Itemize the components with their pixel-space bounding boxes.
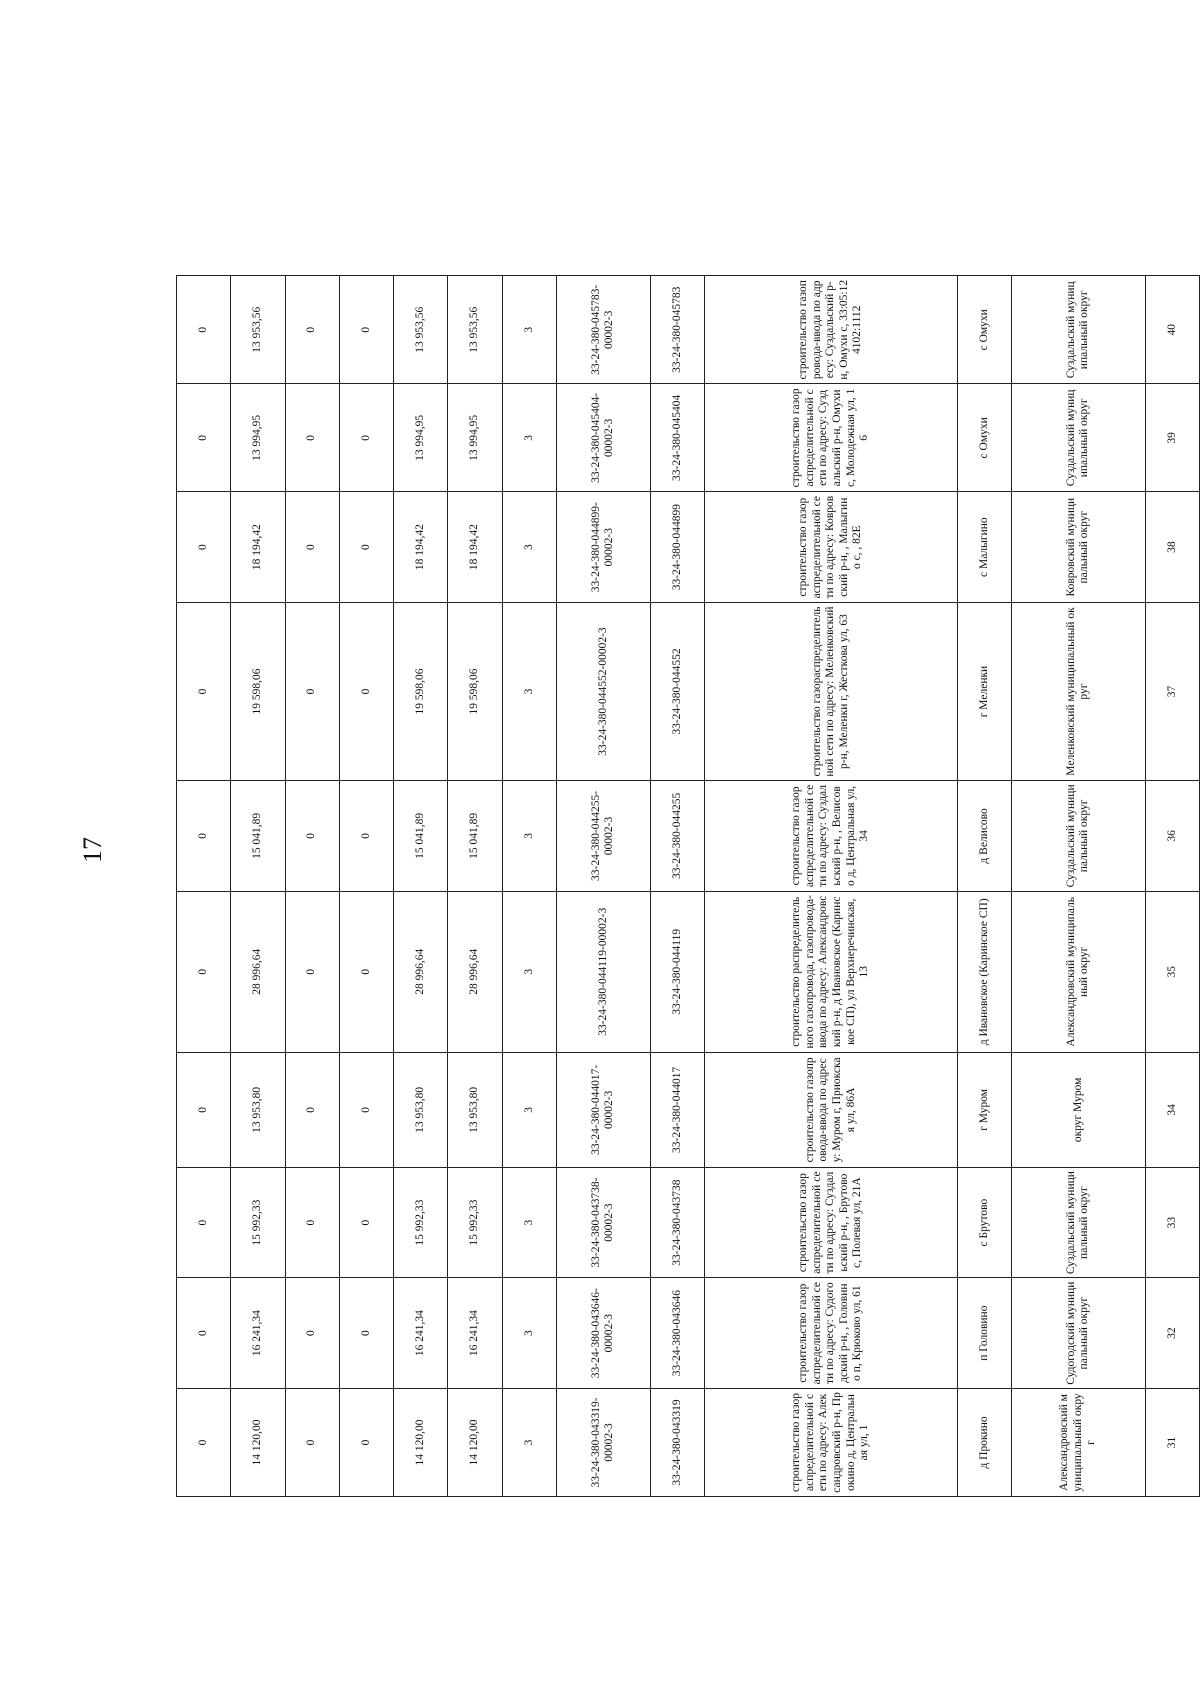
cell-v1: 15 041,89 bbox=[448, 781, 502, 892]
cell-v1: 13 994,95 bbox=[448, 384, 502, 492]
cell-description: строительство газораспределительной сети по адресу: Ковровский р-н, , Малыгино с, , 82Е bbox=[705, 492, 958, 603]
cell-full_code: 33-24-380-044255-00002-3 bbox=[556, 781, 650, 892]
cell-v5: 28 996,64 bbox=[231, 891, 285, 1052]
cell-v5: 13 953,80 bbox=[231, 1052, 285, 1167]
cell-category: 3 bbox=[502, 602, 556, 780]
cell-no: 39 bbox=[1145, 384, 1199, 492]
cell-no: 36 bbox=[1145, 781, 1199, 892]
cell-code: 33-24-380-044255 bbox=[650, 781, 704, 892]
cell-v1: 18 194,42 bbox=[448, 492, 502, 603]
cell-description: строительство газораспределительной сети по адресу: Суздальский р-н, , Велисово д, Центральная ул, 34 bbox=[705, 781, 958, 892]
data-table bbox=[176, 97, 1200, 1497]
cell-v3: 0 bbox=[339, 1167, 393, 1278]
cell-category: 3 bbox=[502, 1167, 556, 1278]
cell-no: 31 bbox=[1145, 1388, 1199, 1496]
cell-v3: 0 bbox=[339, 276, 393, 384]
cell-full_code: 33-24-380-043738-00002-3 bbox=[556, 1167, 650, 1278]
cell-category: 3 bbox=[502, 492, 556, 603]
cell-locality: с Омухи bbox=[957, 384, 1011, 492]
table-row bbox=[339, 98, 393, 1497]
cell-category: 3 bbox=[502, 1278, 556, 1389]
table-row bbox=[285, 98, 339, 1497]
cell-v2: 28 996,64 bbox=[394, 891, 448, 1052]
table-row bbox=[957, 98, 1011, 1497]
cell-v4: 0 bbox=[285, 602, 339, 780]
cell-v3: 0 bbox=[339, 891, 393, 1052]
cell-locality: с Омухи bbox=[957, 276, 1011, 384]
cell-district: Меленковский муниципальный округ bbox=[1012, 602, 1146, 780]
cell-v5: 15 041,89 bbox=[231, 781, 285, 892]
cell-description: строительство газопровода-ввода по адресу: Суздальский р-н, Омухи с, 33:05:124102:1112 bbox=[705, 276, 958, 384]
cell-v6: 0 bbox=[177, 276, 231, 384]
cell-v6: 0 bbox=[177, 1052, 231, 1167]
cell-code: 33-24-380-044119 bbox=[650, 891, 704, 1052]
cell-code: 33-24-380-043646 bbox=[650, 1278, 704, 1389]
cell-v6: 0 bbox=[177, 1388, 231, 1496]
table-row bbox=[177, 98, 231, 1497]
cell-v5: 18 194,42 bbox=[231, 492, 285, 603]
cell-locality: г Меленки bbox=[957, 602, 1011, 780]
cell-v2: 15 992,33 bbox=[394, 1167, 448, 1278]
cell-v4: 0 bbox=[285, 492, 339, 603]
cell-full_code: 33-24-380-043319-00002-3 bbox=[556, 1388, 650, 1496]
cell-v4: 0 bbox=[285, 1052, 339, 1167]
cell-v3: 0 bbox=[339, 602, 393, 780]
cell-v4: 0 bbox=[285, 1167, 339, 1278]
cell-full_code: 33-24-380-044017-00002-3 bbox=[556, 1052, 650, 1167]
cell-code: 33-24-380-043738 bbox=[650, 1167, 704, 1278]
cell-locality: д Велисово bbox=[957, 781, 1011, 892]
cell-district: Александровский муниципальный округ bbox=[1012, 1388, 1146, 1496]
cell-v4: 0 bbox=[285, 276, 339, 384]
cell-v1: 13 953,56 bbox=[448, 276, 502, 384]
cell-v4: 0 bbox=[285, 1278, 339, 1389]
cell-code: 33-24-380-044552 bbox=[650, 602, 704, 780]
cell-description: строительство газораспределительной сети по адресу: Меленковский р-н, Меленки г, Жесткова ул, 63 bbox=[705, 602, 958, 780]
cell-description: строительство газораспределительной сети по адресу: Суздальский р-н, , Брутово с, Полевая ул, 21А bbox=[705, 1167, 958, 1278]
cell-v2: 16 241,34 bbox=[394, 1278, 448, 1389]
cell-v6: 0 bbox=[177, 492, 231, 603]
cell-v3: 0 bbox=[339, 781, 393, 892]
table-row bbox=[705, 98, 958, 1497]
cell-district: Александровский муниципальный округ bbox=[1012, 891, 1146, 1052]
cell-code: 33-24-380-043319 bbox=[650, 1388, 704, 1496]
cell-no: 32 bbox=[1145, 1278, 1199, 1389]
table-body bbox=[177, 98, 1200, 1497]
cell-v1: 28 996,64 bbox=[448, 891, 502, 1052]
cell-locality: с Брутово bbox=[957, 1167, 1011, 1278]
cell-v5: 13 994,95 bbox=[231, 384, 285, 492]
cell-v1: 16 241,34 bbox=[448, 1278, 502, 1389]
cell-v5: 19 598,06 bbox=[231, 602, 285, 780]
cell-v3: 0 bbox=[339, 1388, 393, 1496]
cell-category: 3 bbox=[502, 1052, 556, 1167]
cell-v3: 0 bbox=[339, 492, 393, 603]
cell-v3: 0 bbox=[339, 1278, 393, 1389]
cell-v1: 15 992,33 bbox=[448, 1167, 502, 1278]
cell-code: 33-24-380-044017 bbox=[650, 1052, 704, 1167]
cell-district: Суздальский муниципальный округ bbox=[1012, 781, 1146, 892]
cell-v2: 15 041,89 bbox=[394, 781, 448, 892]
cell-v6: 0 bbox=[177, 781, 231, 892]
cell-category: 3 bbox=[502, 276, 556, 384]
cell-full_code: 33-24-380-043646-00002-3 bbox=[556, 1278, 650, 1389]
table-row bbox=[650, 98, 704, 1497]
cell-v3: 0 bbox=[339, 384, 393, 492]
cell-v4: 0 bbox=[285, 384, 339, 492]
cell-locality: д Ивановское (Каринское СП) bbox=[957, 891, 1011, 1052]
cell-code: 33-24-380-044899 bbox=[650, 492, 704, 603]
cell-v6: 0 bbox=[177, 602, 231, 780]
cell-full_code: 33-24-380-044552-00002-3 bbox=[556, 602, 650, 780]
cell-description: строительство газораспределительной сети по адресу: Судогодский р-н, , Головино п, Крюково ул, 61 bbox=[705, 1278, 958, 1389]
cell-description: строительство газопровода-ввода по адресу: Муром г, Приокская ул, 86А bbox=[705, 1052, 958, 1167]
table-row bbox=[556, 98, 650, 1497]
cell-v2: 18 194,42 bbox=[394, 492, 448, 603]
cell-code: 33-24-380-045404 bbox=[650, 384, 704, 492]
cell-full_code: 33-24-380-045783-00002-3 bbox=[556, 276, 650, 384]
cell-category: 3 bbox=[502, 384, 556, 492]
cell-v5: 16 241,34 bbox=[231, 1278, 285, 1389]
table-row bbox=[1012, 98, 1146, 1497]
cell-description: строительство распределительного газопровода, газопровода-ввода по адресу: Александровский р-н, д Ивановское (Каринское СП), ул Верхнеречинская, 13 bbox=[705, 891, 958, 1052]
cell-locality: д Прокино bbox=[957, 1388, 1011, 1496]
cell-v1: 14 120,00 bbox=[448, 1388, 502, 1496]
cell-v6: 0 bbox=[177, 384, 231, 492]
page-number bbox=[68, 820, 118, 880]
cell-v2: 19 598,06 bbox=[394, 602, 448, 780]
cell-v2: 14 120,00 bbox=[394, 1388, 448, 1496]
table-row bbox=[502, 98, 556, 1497]
cell-v4: 0 bbox=[285, 1388, 339, 1496]
cell-v3: 0 bbox=[339, 1052, 393, 1167]
cell-district: округ Муром bbox=[1012, 1052, 1146, 1167]
cell-full_code: 33-24-380-044899-00002-3 bbox=[556, 492, 650, 603]
cell-v5: 14 120,00 bbox=[231, 1388, 285, 1496]
cell-v2: 13 953,80 bbox=[394, 1052, 448, 1167]
cell-v5: 13 953,56 bbox=[231, 276, 285, 384]
cell-locality: с Малыгино bbox=[957, 492, 1011, 603]
cell-v4: 0 bbox=[285, 891, 339, 1052]
cell-district: Суздальский муниципальный округ bbox=[1012, 384, 1146, 492]
cell-code: 33-24-380-045783 bbox=[650, 276, 704, 384]
cell-no: 38 bbox=[1145, 492, 1199, 603]
page-number-text: 17 bbox=[78, 837, 107, 863]
cell-no: 34 bbox=[1145, 1052, 1199, 1167]
cell-district: Суздальский муниципальный округ bbox=[1012, 276, 1146, 384]
table-row bbox=[1145, 98, 1199, 1497]
cell-v6: 0 bbox=[177, 1167, 231, 1278]
cell-v4: 0 bbox=[285, 781, 339, 892]
cell-category: 3 bbox=[502, 781, 556, 892]
table-row bbox=[394, 98, 448, 1497]
cell-description: строительство газораспределительной сети по адресу: Александровский р-н, Прокино д, Центральная ул, 1 bbox=[705, 1388, 958, 1496]
cell-no: 40 bbox=[1145, 276, 1199, 384]
cell-v2: 13 994,95 bbox=[394, 384, 448, 492]
cell-no: 37 bbox=[1145, 602, 1199, 780]
cell-full_code: 33-24-380-044119-00002-3 bbox=[556, 891, 650, 1052]
cell-v1: 13 953,80 bbox=[448, 1052, 502, 1167]
cell-category: 3 bbox=[502, 891, 556, 1052]
cell-v2: 13 953,56 bbox=[394, 276, 448, 384]
cell-category: 3 bbox=[502, 1388, 556, 1496]
table-row bbox=[448, 98, 502, 1497]
cell-locality: п Головино bbox=[957, 1278, 1011, 1389]
cell-v6: 0 bbox=[177, 891, 231, 1052]
cell-district: Суздальский муниципальный округ bbox=[1012, 1167, 1146, 1278]
cell-description: строительство газораспределительной сети по адресу: Суздальский р-н, Омухи с, Молодежная ул, 16 bbox=[705, 384, 958, 492]
cell-district: Судогодский муниципальный округ bbox=[1012, 1278, 1146, 1389]
cell-v1: 19 598,06 bbox=[448, 602, 502, 780]
table-row bbox=[231, 98, 285, 1497]
cell-no: 33 bbox=[1145, 1167, 1199, 1278]
cell-full_code: 33-24-380-045404-00002-3 bbox=[556, 384, 650, 492]
cell-v5: 15 992,33 bbox=[231, 1167, 285, 1278]
cell-no: 35 bbox=[1145, 891, 1199, 1052]
cell-district: Ковровский муниципальный округ bbox=[1012, 492, 1146, 603]
cell-v6: 0 bbox=[177, 1278, 231, 1389]
cell-locality: г Муром bbox=[957, 1052, 1011, 1167]
rotated-table-container bbox=[176, 97, 1200, 1497]
